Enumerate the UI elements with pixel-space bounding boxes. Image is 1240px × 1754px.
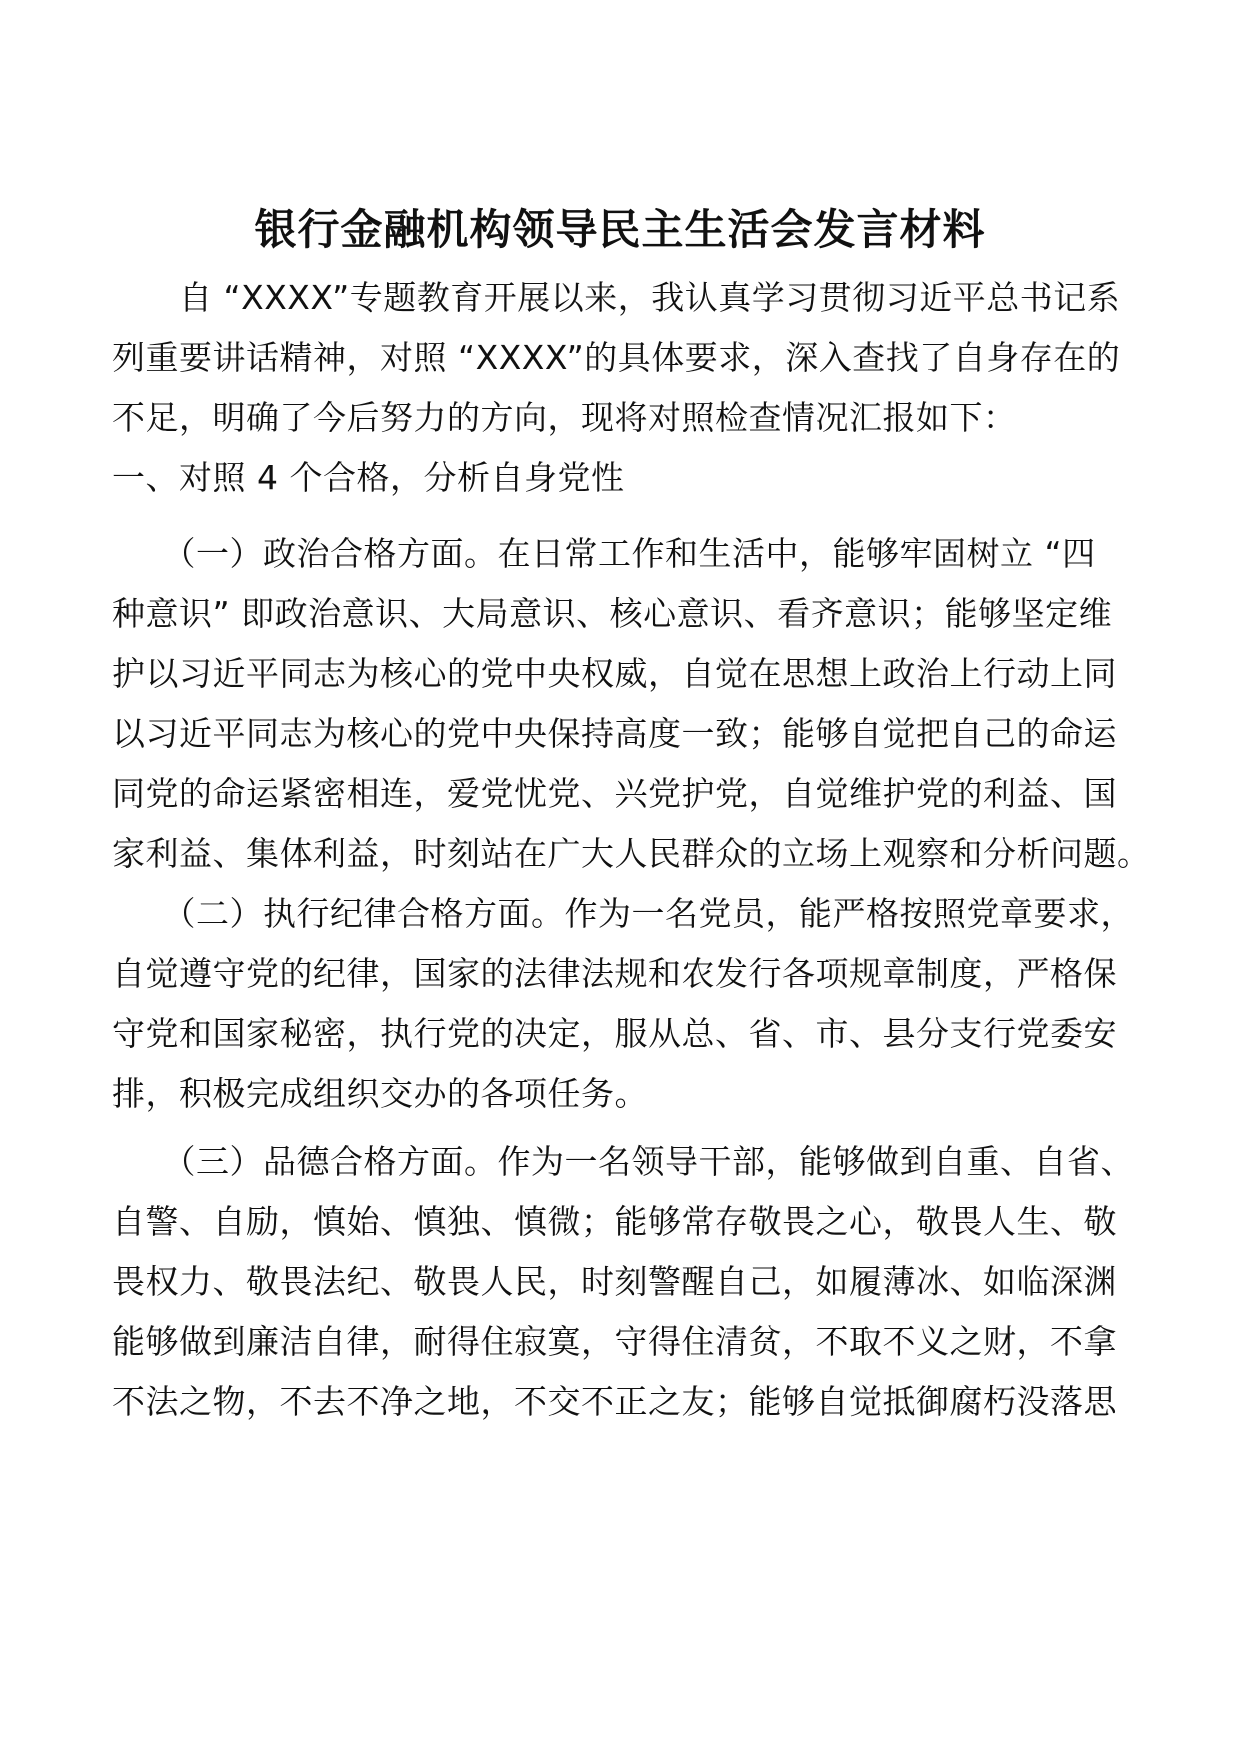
body-line: 家利益、集体利益，时刻站在广大人民群众的立场上观察和分析问题。 <box>112 834 1151 873</box>
body-line: 能够做到廉洁自律，耐得住寂寞，守得住清贫，不取不义之财，不拿 <box>112 1322 1117 1361</box>
body-line: 以习近平同志为核心的党中央保持高度一致；能够自觉把自己的命运 <box>112 714 1117 753</box>
body-line: 不足，明确了今后努力的方向，现将对照检查情况汇报如下： <box>112 398 1017 437</box>
section-heading: 一、对照 4 个合格，分析自身党性 <box>112 458 625 497</box>
body-line: 列重要讲话精神，对照 “XXXX”的具体要求，深入查找了自身存在的 <box>112 338 1121 377</box>
body-line: 同党的命运紧密相连，爱党忧党、兴党护党，自觉维护党的利益、国 <box>112 774 1117 813</box>
body-line: 排，积极完成组织交办的各项任务。 <box>112 1074 648 1113</box>
body-line: 种意识” 即政治意识、大局意识、核心意识、看齐意识；能够坚定维 <box>112 594 1113 633</box>
body-line: 护以习近平同志为核心的党中央权威，自觉在思想上政治上行动上同 <box>112 654 1117 693</box>
body-line: 不法之物，不去不净之地，不交不正之友；能够自觉抵御腐朽没落思 <box>112 1382 1117 1421</box>
body-line: 自 “XXXX”专题教育开展以来，我认真学习贯彻习近平总书记系 <box>112 278 1121 317</box>
body-line: 守党和国家秘密，执行党的决定，服从总、省、市、县分支行党委安 <box>112 1014 1117 1053</box>
body-line: 自警、自励，慎始、慎独、慎微；能够常存敬畏之心，敬畏人生、敬 <box>112 1202 1117 1241</box>
body-line: （二）执行纪律合格方面。作为一名党员，能严格按照党章要求， <box>112 894 1134 933</box>
body-line: （三）品德合格方面。作为一名领导干部，能够做到自重、自省、 <box>112 1142 1134 1181</box>
body-line: （一）政治合格方面。在日常工作和生活中，能够牢固树立 “四 <box>112 534 1096 573</box>
document-title: 银行金融机构领导民主生活会发言材料 <box>254 205 986 254</box>
body-line: 自觉遵守党的纪律，国家的法律法规和农发行各项规章制度，严格保 <box>112 954 1117 993</box>
body-line: 畏权力、敬畏法纪、敬畏人民，时刻警醒自己，如履薄冰、如临深渊 <box>112 1262 1117 1301</box>
